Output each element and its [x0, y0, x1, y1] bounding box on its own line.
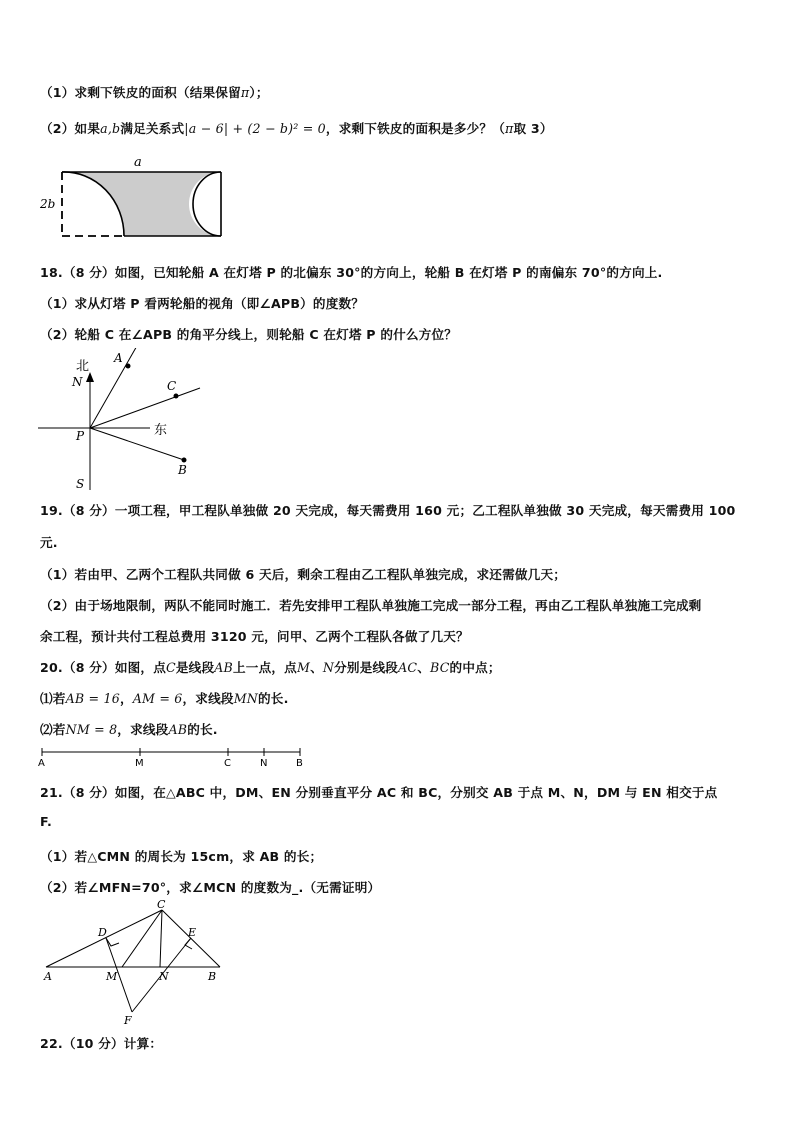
- q19-stem-line2: 元.: [40, 535, 58, 550]
- svg-text:P: P: [76, 429, 85, 443]
- q18-stem: 18.（8 分）如图，已知轮船 A 在灯塔 P 的北偏东 30°的方向上，轮船 B 在灯塔 P 的南偏东 70°的方向上.: [40, 265, 663, 280]
- q19-part2-line1: （2）由于场地限制，两队不能同时施工．若先安排甲工程队单独施工完成一部分工程，再由乙工程队单独施工完成剩: [40, 598, 702, 613]
- svg-text:B: B: [296, 758, 303, 768]
- svg-text:E: E: [188, 926, 197, 939]
- label-a: a: [134, 155, 142, 170]
- svg-text:B: B: [208, 970, 217, 983]
- svg-text:M: M: [135, 758, 144, 768]
- q21-part1: （1）若△CMN 的周长为 15cm，求 AB 的长；: [40, 849, 323, 864]
- svg-text:N: N: [260, 758, 268, 768]
- q19-part2-line2: 余工程，预计共付工程总费用 3120 元，问甲、乙两个工程队各做了几天？: [40, 629, 469, 644]
- svg-text:D: D: [98, 926, 107, 939]
- q21-stem-line1: 21.（8 分）如图，在△ABC 中，DM、EN 分别垂直平分 AC 和 BC，分别交 AB 于点 M、N，DM 与 EN 相交于点: [40, 785, 718, 800]
- q21-figure: [36, 900, 236, 1030]
- q19-stem-line1: 19.（8 分）一项工程，甲工程队单独做 20 天完成，每天需费用 160 元；乙工程队单独做 30 天完成，每天需费用 100: [40, 503, 736, 518]
- svg-text:东: 东: [154, 423, 168, 438]
- q17-part1: （1）求剩下铁皮的面积（结果保留π）；: [40, 85, 269, 100]
- svg-text:F: F: [124, 1014, 132, 1026]
- q18-figure: [36, 348, 216, 498]
- q17-figure: [36, 152, 236, 248]
- svg-text:A: A: [38, 758, 45, 768]
- shaded-region: [62, 172, 221, 236]
- svg-text:A: A: [44, 970, 52, 983]
- q22-stem: 22.（10 分）计算：: [40, 1036, 163, 1051]
- label-2b: 2b: [40, 197, 56, 211]
- q21-part2: （2）若∠MFN=70°，求∠MCN 的度数为_.（无需证明）: [40, 880, 381, 895]
- q17-part2: （2）如果a,b满足关系式|a − 6| + (2 − b)² = 0，求剩下铁皮的面积是多少？（π取 3）: [40, 121, 553, 136]
- q20-part2: ⑵若NM = 8，求线段AB的长.: [40, 722, 218, 737]
- q18-part2: （2）轮船 C 在∠APB 的角平分线上，则轮船 C 在灯塔 P 的什么方位？: [40, 327, 458, 342]
- svg-text:A: A: [114, 351, 123, 365]
- q20-part1: ⑴若AB = 16，AM = 6，求线段MN的长.: [40, 691, 289, 706]
- q20-figure: [36, 744, 316, 772]
- q18-part1: （1）求从灯塔 P 看两轮船的视角（即∠APB）的度数？: [40, 296, 365, 311]
- svg-text:C: C: [167, 379, 177, 393]
- q19-part1: （1）若由甲、乙两个工程队共同做 6 天后，剩余工程由乙工程队单独完成，求还需做几天；: [40, 567, 567, 582]
- svg-text:B: B: [178, 463, 187, 477]
- svg-text:N: N: [159, 970, 169, 983]
- svg-text:S: S: [76, 477, 85, 491]
- q21-stem-line2: F.: [40, 814, 52, 829]
- q20-stem: 20.（8 分）如图，点C是线段AB上一点，点M、N分别是线段AC、BC的中点；: [40, 660, 501, 675]
- svg-text:北: 北: [76, 359, 90, 374]
- svg-text:C: C: [224, 758, 231, 768]
- svg-text:N: N: [72, 375, 83, 389]
- svg-text:C: C: [157, 900, 166, 911]
- svg-text:M: M: [106, 970, 118, 983]
